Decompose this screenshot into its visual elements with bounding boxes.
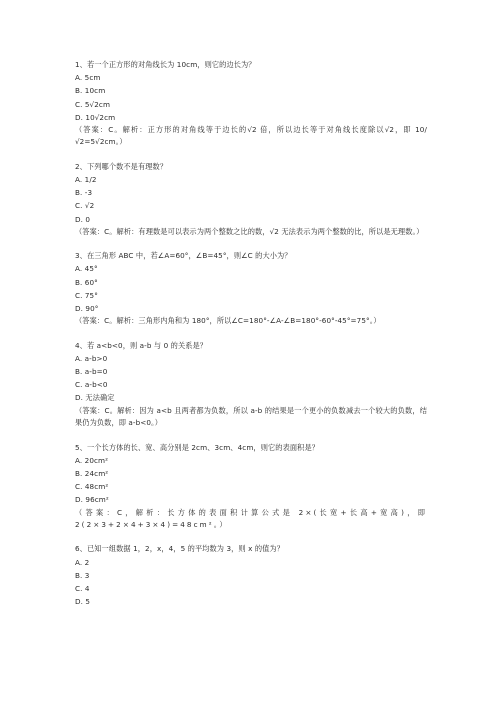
answer-explanation: （答案：C。解析：有理数是可以表示为两个整数之比的数，√2 无法表示为两个整数的比，所以是无理数。） — [75, 226, 424, 236]
question-1 — [75, 58, 427, 149]
answer-explanation: （答案：C。解析：因为 a<b 且两者都为负数，所以 a-b 的结果是一个更小的负数减去一个较大的负数，结果仍为负数，即 a-b<0。） — [75, 405, 427, 428]
question-3 — [75, 249, 427, 327]
option-c: C. a-b<0 — [75, 380, 108, 390]
question-6 — [75, 542, 427, 608]
option-a: A. 20cm² — [75, 455, 109, 465]
answer-explanation: （答案：C。解析：三角形内角和为 180°，所以∠C=180°-∠A-∠B=180°-60°-45°=75°。） — [75, 316, 381, 326]
answer-explanation: （答案：C，解析：长方体的表面积计算公式是 2×(长宽+长高+宽高)，即 2(2×3+2×4+3×4)=48cm²。） — [75, 507, 427, 529]
option-a: A. a-b>0 — [75, 353, 108, 363]
question-list — [75, 58, 427, 619]
answer-explanation: （答案：C。解析：正方形的对角线等于边长的√2 倍，所以边长等于对角线长度除以√2，即 10/√2=5√2cm。） — [75, 125, 427, 147]
question-text: 4、若 a<b<0，则 a-b 与 0 的关系是？ — [75, 340, 208, 350]
option-c: C. √2 — [75, 201, 95, 211]
question-5 — [75, 441, 427, 532]
option-d: D. 90° — [75, 304, 99, 314]
option-a: A. 45° — [75, 264, 98, 274]
option-b: B. 3 — [75, 570, 90, 580]
option-b: B. 10cm — [75, 86, 106, 96]
option-c: C. 75° — [75, 290, 98, 300]
option-d: D. 0 — [75, 214, 91, 224]
option-d: D. 无法确定 — [75, 393, 115, 403]
option-b: B. -3 — [75, 188, 93, 198]
option-c: C. 5√2cm — [75, 99, 111, 109]
question-text: 2、下列哪个数不是有理数？ — [75, 161, 168, 171]
question-text: 3、在三角形 ABC 中，若∠A=60°，∠B=45°，则∠C 的大小为？ — [75, 251, 292, 261]
option-b: B. 60° — [75, 277, 98, 287]
question-text: 1、若一个正方形的对角线长为 10cm，则它的边长为？ — [75, 60, 256, 69]
option-c: C. 4 — [75, 583, 90, 593]
option-b: B. a-b=0 — [75, 367, 108, 377]
question-2 — [75, 160, 427, 238]
option-b: B. 24cm² — [75, 468, 109, 478]
option-c: C. 48cm² — [75, 482, 109, 492]
option-d: D. 5 — [75, 597, 91, 607]
question-text: 6、已知一组数据 1，2，x，4，5 的平均数为 3，则 x 的值为？ — [75, 544, 284, 554]
option-d: D. 10√2cm — [75, 112, 116, 122]
option-a: A. 1/2 — [75, 175, 97, 185]
option-d: D. 96cm² — [75, 495, 109, 505]
question-text: 5、一个长方体的长、宽、高分别是 2cm、3cm、4cm，则它的表面积是？ — [75, 442, 320, 452]
option-a: A. 5cm — [75, 73, 101, 83]
question-4 — [75, 339, 427, 430]
option-a: A. 2 — [75, 557, 90, 567]
